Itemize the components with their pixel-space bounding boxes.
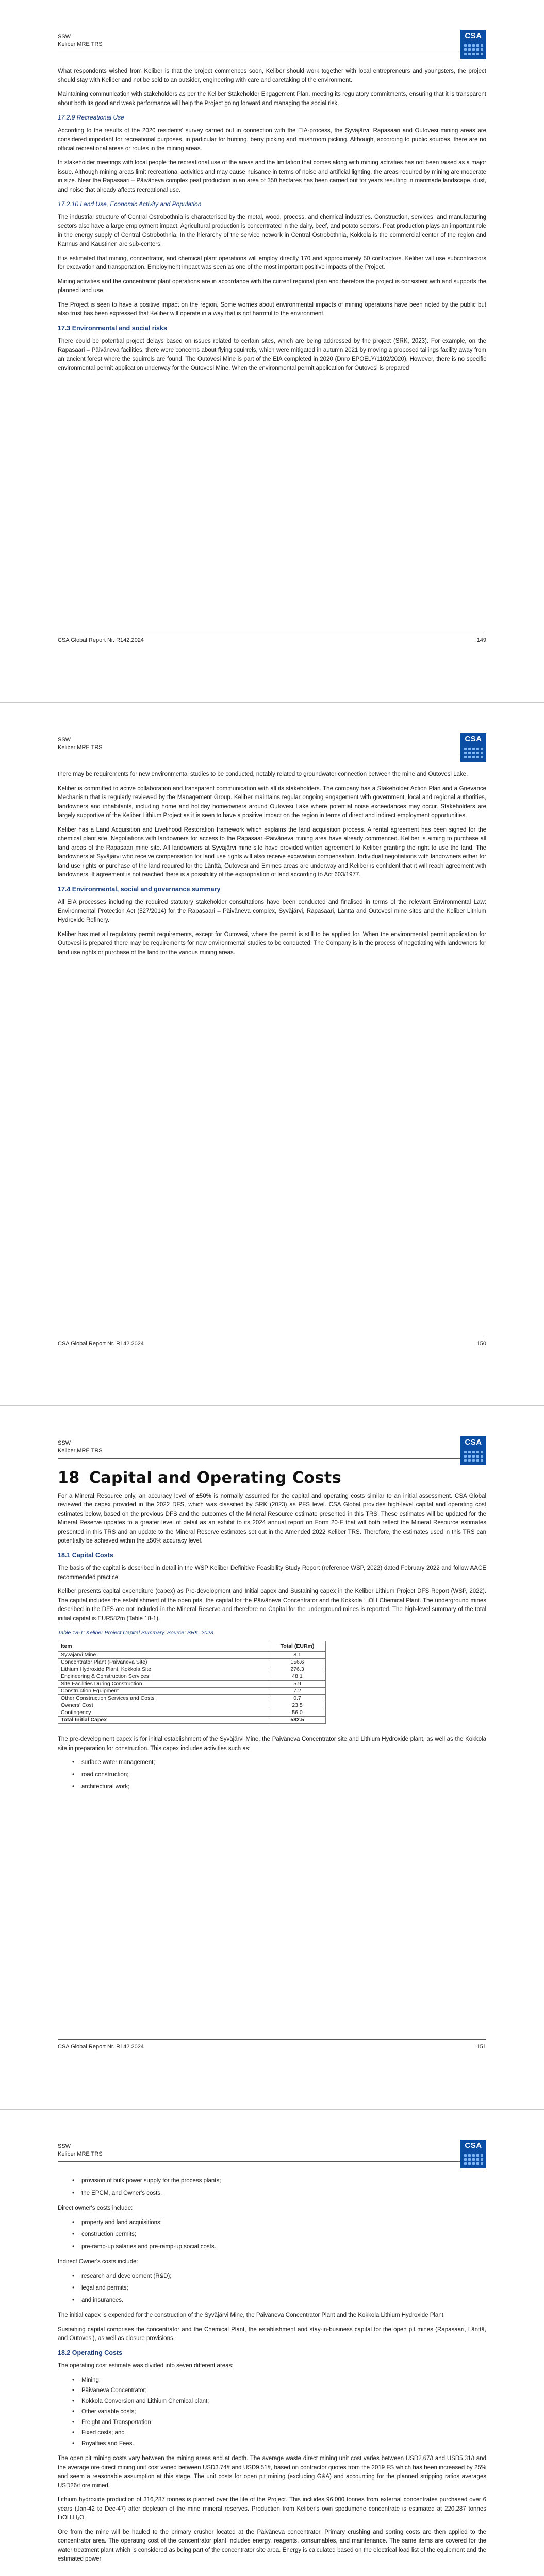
table-row bbox=[58, 1688, 326, 1695]
list-item: • property and land acquisitions; bbox=[70, 2218, 486, 2228]
paragraph: Ore from the mine will be hauled to the primary crusher located at the Päiväneva concentrator. Primary crushing and sorting costs are then applied to the concentrator area. The operating cost of the concentrator plant includes energy, reagents, consumables, and maintenance. The same items are covered for the water treatment plant which is considered as being part of the concentrator site area. Energy is calculated based on the electrical load list of the equipment and the estimated power bbox=[58, 2529, 486, 2562]
paragraph: there may be requirements for new environmental studies to be conducted, notably related to groundwater connection between the mine and Outovesi Lake. bbox=[58, 771, 468, 777]
header-report: Keliber MRE TRS bbox=[58, 41, 103, 47]
list-item: • Royalties and Fees. bbox=[70, 2439, 486, 2449]
header-report: Keliber MRE TRS bbox=[58, 1448, 103, 1454]
list-item: • Freight and Transportation; bbox=[70, 2418, 486, 2428]
table-cell: Owners' Cost bbox=[58, 1702, 269, 1709]
page-footer bbox=[58, 2039, 486, 2050]
table-row bbox=[58, 1673, 326, 1681]
table-cell: 156.6 bbox=[269, 1659, 326, 1666]
subsection-heading: 17.2.10 Land Use, Economic Activity and Population bbox=[58, 200, 202, 208]
page-content bbox=[58, 770, 486, 957]
paragraph: Lithium hydroxide production of 316,287 tonnes is planned over the life of the Project. This includes 96,000 tonnes from external concentrates purchased over 6 years (Jan-42 to Dec-47) after depletion of the mine mineral reserves. Production from Keliber's own spodumene concentrate is estimated at 220,287 tonnes LiOH.H₂O. bbox=[58, 2497, 486, 2521]
paragraph: The open pit mining costs vary between the mining areas and at depth. The average waste direct mining unit cost varies between USD2.67/t and USD5.31/t and the average ore direct mining unit cost varied between USD3.74/t and USD9.51/t, based on contractor quotes from the 2019 FS which has been increased by 25% and seem a reasonable assumption at this stage. The unit costs for open pit mining (excluding G&A) and accounting for the planned stripping ratios averages USD26/t ore mined. bbox=[58, 2455, 486, 2489]
paragraph: Indirect Owner's costs include: bbox=[58, 2259, 138, 2265]
section-heading: 17.4 Environmental, social and governance summary bbox=[58, 885, 221, 893]
column-header: Total (EURm) bbox=[269, 1641, 326, 1652]
chapter-title bbox=[58, 1469, 486, 1487]
paragraph: The initial capex is expended for the construction of the Syväjärvi Mine, the Päiväneva Concentrator Plant and the Kokkola Lithium Hydroxide Plant. bbox=[58, 2312, 446, 2318]
paragraph: Mining activities and the concentrator plant operations are in accordance with the current regional plan and therefore the project is consistent with and supports the planned land use. bbox=[58, 278, 486, 294]
paragraph: Maintaining communication with stakeholders as per the Keliber Stakeholder Engagement Plan, meeting its regulatory commitments, ensuring that it is transparent about both its good and weak performance will help the Project going forward and managing the social risk. bbox=[58, 91, 486, 107]
table-cell: Lithium Hydroxide Plant, Kokkola Site bbox=[58, 1666, 269, 1673]
table-caption: Table 18-1: Keliber Project Capital Summary. Source: SRK, 2023 bbox=[58, 1630, 213, 1636]
paragraph: Sustaining capital comprises the concentrator and the Chemical Plant, the establishment and stay-in-business capital for the open pit mines (Rapasaari, Länttä, and Outovesi), as well as closure provisions. bbox=[58, 2326, 486, 2342]
list-item: • pre-ramp-up salaries and pre-ramp-up social costs. bbox=[70, 2243, 486, 2252]
list-item: • Other variable costs; bbox=[70, 2408, 486, 2417]
list-item: • the EPCM, and Owner's costs. bbox=[70, 2189, 486, 2198]
header-company: SSW bbox=[58, 1440, 71, 1446]
table-row bbox=[58, 1652, 326, 1659]
page-150 bbox=[0, 703, 544, 1406]
list-item: • Kokkola Conversion and Lithium Chemical plant; bbox=[70, 2397, 486, 2406]
list-item: • provision of bulk power supply for the process plants; bbox=[70, 2177, 486, 2186]
paragraph: The Project is seen to have a positive impact on the region. Some worries about environmental impacts of mining operations have been noted by the public but also trust has been expressed that Keliber will operate in a way that is not harmful to the environment. bbox=[58, 301, 486, 317]
paragraph: The pre-development capex is for initial establishment of the Syväjärvi Mine, the Päiväneva Concentrator site and Lithium Hydroxide plant, as well as the Kokkola site in preparation for construction. This capex includes activities such as: bbox=[58, 1736, 486, 1752]
header-company: SSW bbox=[58, 33, 71, 40]
csa-logo: CSA bbox=[460, 1436, 486, 1465]
footer-report-number: CSA Global Report Nr. R142.2024 bbox=[58, 2044, 144, 2050]
table-cell: Construction Equipment bbox=[58, 1688, 269, 1695]
table-cell: 5.9 bbox=[269, 1681, 326, 1688]
table-cell: 56.0 bbox=[269, 1709, 326, 1717]
table-row bbox=[58, 1681, 326, 1688]
page-149 bbox=[0, 0, 544, 703]
paragraph: All EIA processes including the required statutory stakeholder consultations have been conducted and finalised in terms of the relevant Environmental Law: Environmental Protection Act (527/2014) for the Rapasaari – Päiväneva complex, Syväjärvi, Rapasaari, Länttä and Outovesi mine sites and the Keliber Lithium Hydroxide Refinery. bbox=[58, 899, 486, 923]
paragraph: In stakeholder meetings with local people the recreational use of the areas and the limitation that comes along with mining activities has not been raised as a major issue. Although mining areas limit recreational activities and may cause nuisance in terms of noise and artificial lighting, the areas required by mining are moderate in size. Near the Rapasaari – Päiväneva complex peat production in an area of 350 hectares has been carried out for years resulting in manmade landscape, dust, and noise that already affects recreational use. bbox=[58, 160, 486, 193]
bullet-list bbox=[70, 1758, 486, 1792]
paragraph: Keliber presents capital expenditure (capex) as Pre-development and Initial capex and Sustaining capex in the Keliber Lithium Project DFS Report (WSP, 2022). The capital includes the establishment of the open pits, the capital for the Päiväneva Concentrator and the Kokkola LiOH Chemical Plant. The underground mines described in the DFS are not included in the Mineral Reserve and therefore no Capital for the underground mines is reported. The high-level summary of the total initial capital is EUR582m (Table 18-1). bbox=[58, 1588, 486, 1622]
list-item: • surface water management; bbox=[70, 1758, 486, 1768]
csa-logo: CSA bbox=[460, 30, 486, 59]
csa-logo: CSA bbox=[460, 2140, 486, 2168]
paragraph: Keliber has met all regulatory permit requirements, except for Outovesi, where the permit is still to be applied for. When the environmental permit application for Outovesi is prepared there may be requirements for new environmental studies to be conducted. The Company is in the process of negotiating with landowners for land use rights or purchase of the land for the various mining areas. bbox=[58, 931, 486, 956]
bullet-list bbox=[70, 2376, 486, 2449]
list-item: • and insurances. bbox=[70, 2296, 486, 2306]
page-header bbox=[58, 2143, 486, 2170]
list-item: • legal and permits; bbox=[70, 2284, 486, 2293]
table-row bbox=[58, 1695, 326, 1702]
table-cell: 8.1 bbox=[269, 1652, 326, 1659]
paragraph: Keliber is committed to active collaboration and transparent communication with all its stakeholders. The company has a Stakeholder Action Plan and a Grievance Mechanism that is regularly reviewed by the Management Group. Keliber maintains regular ongoing engagement with government, local and regional authorities, landowners and inhabitants, including home and holiday homeowners around Outovesi Lake where potential noise exceedances may occur. Stakeholders are largely supportive of the Keliber Lithium Project as it is seen to have a positive impact on the region in terms of direct and indirect employment opportunities. bbox=[58, 785, 486, 819]
table-cell: Total Initial Capex bbox=[58, 1717, 269, 1724]
section-heading: 17.3 Environmental and social risks bbox=[58, 324, 167, 332]
paragraph: According to the results of the 2020 residents' survey carried out in connection with the EIA-process, the Syväjärvi, Rapasaari and Outovesi mining areas are considered important for recreational purposes, in particular for hunting, berry picking and mushroom picking. Although, according to public sources, there are no official recreational areas or routes in the mining areas. bbox=[58, 127, 486, 152]
table-cell: Other Construction Services and Costs bbox=[58, 1695, 269, 1702]
section-heading: 18.2 Operating Costs bbox=[58, 2349, 123, 2357]
header-company: SSW bbox=[58, 737, 71, 743]
paragraph: For a Mineral Resource only, an accuracy level of ±50% is normally assumed for the capital and operating costs similar to an initial assessment. CSA Global reviewed the capex provided in the 2022 DFS, which was classified by SRK (2023) as PFS level. CSA Global provides high-level capital and operating cost estimates below, based on the previous DFS and the outcomes of the Mineral Resource estimate presented in this TRS. These estimates will be updated for the Mineral Reserve updates to a greater level of detail as an exhibit to its 2024 annual report on Form 20-F that will both reflect the Mineral Resource estimates presented in this TRS and an update to the Mineral Reserve estimates set out in the Amended 2022 Keliber TRS. Therefore, the estimates used in this TRS can potentially be achieved within the ±50% accuracy level. bbox=[58, 1493, 486, 1544]
paragraph: The industrial structure of Central Ostrobothnia is characterised by the metal, wood, process, and chemical industries. Construction, services, and manufacturing sectors also have a large employment impact. Agricultural production is concentrated in the dairy, beef, and potato sectors. Peat production plays an important role in the energy supply of Central Ostrobothnia. In the hierarchy of the service network in Central Ostrobothnia, Kokkola is the commercial center of the region and Kannus and Kaustinen are sub-centers. bbox=[58, 214, 486, 247]
table-cell: Site Facilities During Construction bbox=[58, 1681, 269, 1688]
section-heading: 18.1 Capital Costs bbox=[58, 1551, 113, 1559]
table-cell: Concentrator Plant (Päiväneva Site) bbox=[58, 1659, 269, 1666]
paragraph: It is estimated that mining, concentrator, and chemical plant operations will employ directly 170 and approximately 50 contractors. Keliber will use subcontractors for excavation and transportation. Employment impact was seen as one of the most important positive impacts of the Project. bbox=[58, 255, 486, 270]
page-header bbox=[58, 736, 486, 763]
table-cell: 48.1 bbox=[269, 1673, 326, 1681]
page-content bbox=[58, 1469, 486, 1792]
list-item: • architectural work; bbox=[70, 1783, 486, 1792]
table-cell: 582.5 bbox=[269, 1717, 326, 1724]
list-item: • Mining; bbox=[70, 2376, 486, 2385]
list-item: • Fixed costs; and bbox=[70, 2429, 486, 2438]
page-number: 150 bbox=[476, 1341, 486, 1347]
paragraph: Keliber has a Land Acquisition and Livelihood Restoration framework which explains the land acquisition process. A rental agreement has been signed for the chemical plant site. Negotiations with landowners for access to the Rapasaari-Päiväneva mining area have already commenced. Keliber is aiming to purchase all land areas of the Rapasaari mine site. All landowners at Syväjärvi mine site have provided written agreement to Keliber granting the right to use the land. The landowners at Syväjärvi who receive compensation for land use rights will also receive excavation compensation. Individual negotiations with landowners either for land use rights or purchase of the land required for the Länttä, Outovesi and Emmes areas are underway and Keliber is confident that it will reach agreement with landowners. If agreement is not reached there is a possibility of the expropriation of land according to Act 603/1977. bbox=[58, 826, 486, 878]
header-report: Keliber MRE TRS bbox=[58, 2151, 103, 2157]
table-header-row bbox=[58, 1641, 326, 1652]
table-row bbox=[58, 1702, 326, 1709]
table-row bbox=[58, 1709, 326, 1717]
column-header: Item bbox=[58, 1641, 269, 1652]
capital-summary-table bbox=[58, 1641, 326, 1724]
csa-logo: CSA bbox=[460, 733, 486, 762]
header-report: Keliber MRE TRS bbox=[58, 744, 103, 751]
table-cell: 23.5 bbox=[269, 1702, 326, 1709]
paragraph: The basis of the capital is described in detail in the WSP Keliber Definitive Feasibility Study Report (reference WSP, 2022) dated February 2022 and follow AACE recommended practice. bbox=[58, 1565, 486, 1581]
chapter-number: 18 bbox=[58, 1469, 80, 1487]
table-cell: Contingency bbox=[58, 1709, 269, 1717]
page-content bbox=[58, 2177, 486, 2564]
table-cell: Syväjärvi Mine bbox=[58, 1652, 269, 1659]
page-header bbox=[58, 1439, 486, 1466]
footer-report-number: CSA Global Report Nr. R142.2024 bbox=[58, 637, 144, 643]
table-cell: Engineering & Construction Services bbox=[58, 1673, 269, 1681]
table-total-row bbox=[58, 1717, 326, 1724]
subsection-heading: 17.2.9 Recreational Use bbox=[58, 114, 124, 121]
table-row bbox=[58, 1659, 326, 1666]
footer-report-number: CSA Global Report Nr. R142.2024 bbox=[58, 1341, 144, 1347]
bullet-list bbox=[70, 2272, 486, 2306]
page-152 bbox=[0, 2110, 544, 2576]
page-number: 149 bbox=[476, 637, 486, 643]
paragraph: What respondents wished from Keliber is that the project commences soon, Keliber should work together with local entrepreneurs and youngsters, the project should stay with Keliber and not be sold to an outsider, engineering with care and caretaking of the environment. bbox=[58, 68, 486, 83]
chapter-title-text: Capital and Operating Costs bbox=[89, 1469, 342, 1487]
table-cell: 7.2 bbox=[269, 1688, 326, 1695]
table-cell: 276.3 bbox=[269, 1666, 326, 1673]
page-content bbox=[58, 67, 486, 373]
page-footer bbox=[58, 633, 486, 643]
list-item: • construction permits; bbox=[70, 2230, 486, 2240]
list-item: • road construction; bbox=[70, 1771, 486, 1780]
page-151 bbox=[0, 1406, 544, 2110]
page-number: 151 bbox=[476, 2044, 486, 2050]
paragraph: The operating cost estimate was divided into seven different areas: bbox=[58, 2363, 234, 2369]
table-row bbox=[58, 1666, 326, 1673]
header-company: SSW bbox=[58, 2143, 71, 2149]
page-footer bbox=[58, 1336, 486, 1347]
paragraph: There could be potential project delays based on issues related to certain sites, which are being addressed by the project (SRK, 2023). For example, on the Rapasaari – Päiväneva facilities, there were concerns about flying squirrels, which were mitigated in autumn 2021 by moving a proposed tailings facility away from an ancient forest where the squirrels are found. The Outovesi Mine is part of the EIA completed in 2020 (Dnro EPOELY/1102/2020). However, there is no specific environmental permit application underway for the Outovesi Mine. When the environmental permit application for Outovesi is prepared bbox=[58, 338, 486, 371]
bullet-list bbox=[70, 2177, 486, 2198]
paragraph: Direct owner's costs include: bbox=[58, 2205, 133, 2211]
page-header bbox=[58, 33, 486, 60]
bullet-list bbox=[70, 2218, 486, 2252]
list-item: • Päiväneva Concentrator; bbox=[70, 2386, 486, 2396]
table-cell: 0.7 bbox=[269, 1695, 326, 1702]
list-item: • research and development (R&D); bbox=[70, 2272, 486, 2281]
